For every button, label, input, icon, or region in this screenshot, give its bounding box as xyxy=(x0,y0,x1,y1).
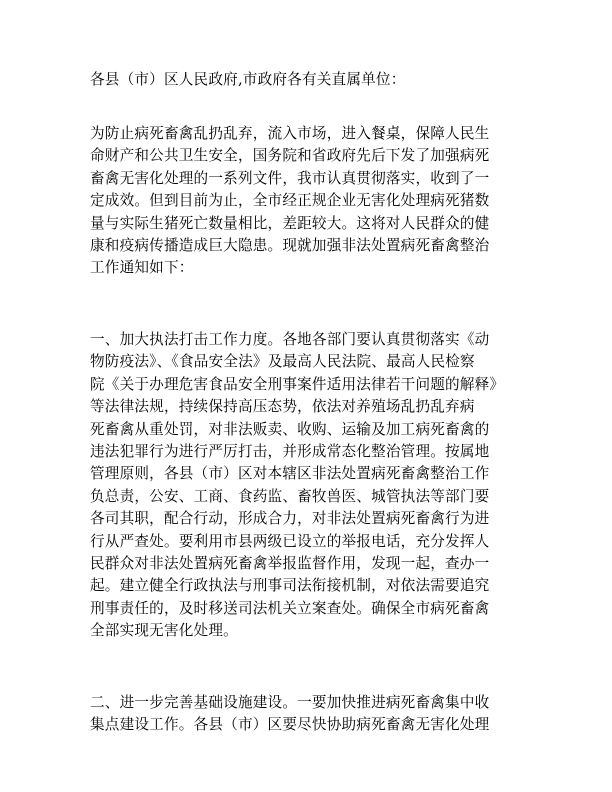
salutation: 各县（市）区人民政府,市政府各有关直属单位： xyxy=(90,71,406,88)
paragraph-section-two: 二、进一步完善基础设施建设。一要加快推进病死畜禽集中收 集点建设工作。各县（市）区要尽快协助病死畜禽无害化处理 xyxy=(90,694,490,734)
paragraph-intro: 为防止病死畜禽乱扔乱弃，流入市场，进入餐桌，保障人民生 命财产和公共卫生安全，国务院和省政府先后下发了加强病死 畜禽无害化处理的一系列文件，我市认真贯彻落实，收到了一 定成效。但到目前为止，全市经正规企业无害化处理病死猪数 量与实际生猪死亡数量相比，差距较大。这将对人民群众的健 康和疫病传播造成巨大隐患。现就加强非法处置病死畜禽整治 工作通知如下： xyxy=(90,125,490,277)
paragraph-section-one: 一、加大执法打击工作力度。各地各部门要认真贯彻落实《动 物防疫法》、《食品安全法》及最高人民法院、最高人民检察 院《关于办理危害食品安全刑事案件适用法律若干问题的解释》 等法律法规，持续保持高压态势，依法对养殖场乱扔乱弃病 死畜禽从重处罚，对非法贩卖、收购、运输及加工病死畜禽的 违法犯罪行为进行严厉打击，并形成常态化整治管理。按属地 管理原则，各县（市）区对本辖区非法处置病死畜禽整治工作 负总责，公安、工商、食药监、畜牧兽医、城管执法等部门要 各司其职，配合行动，形成合力，对非法处置病死畜禽行为进 行从严查处。要利用市县两级已设立的举报电话，充分发挥人 民群众对非法处置病死畜禽举报监督作用，发现一起，查办一 起。建立健全行政执法与刑事司法衔接机制，对依法需要追究 刑事责任的，及时移送司法机关立案查处。确保全市病死畜禽 全部实现无害化处理。 xyxy=(90,331,505,640)
